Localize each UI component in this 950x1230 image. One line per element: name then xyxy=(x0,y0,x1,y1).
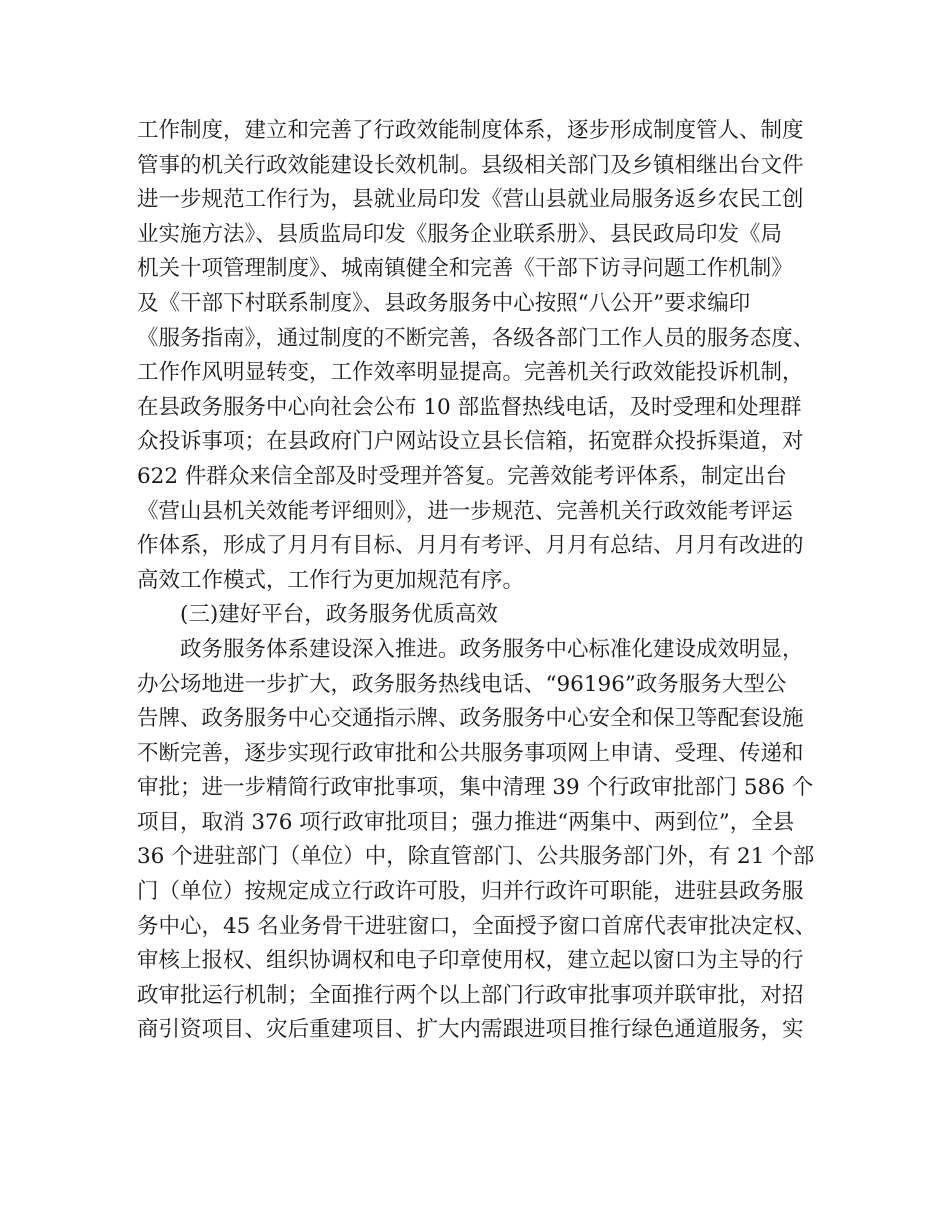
text-line: 项目，取消 376 项行政审批项目；强力推进“两集中、两到位”，全县 xyxy=(137,809,795,835)
text-line: 及《干部下村联系制度》、县政务服务中心按照“八公开”要求编印 xyxy=(137,290,751,316)
text-line: 众投诉事项；在县政府门户网站设立县长信箱，拓宽群众投拆渠道，对 xyxy=(137,429,804,455)
text-line: 工作制度，建立和完善了行政效能制度体系，逐步形成制度管人、制度 xyxy=(137,118,804,143)
section-heading: (三)建好平台，政务服务优质高效 xyxy=(180,602,498,628)
text-line: 业实施方法》、县质监局印发《服务企业联系册》、县民政局印发《局 xyxy=(137,221,783,247)
text-line: 作体系，形成了月月有目标、月月有考评、月月有总结、月月有改进的 xyxy=(137,533,804,559)
text-line: 务中心，45 名业务骨干进驻窗口，全面授予窗口首席代表审批决定权、 xyxy=(137,913,817,939)
text-line: 进一步规范工作行为，县就业局印发《营山县就业局服务返乡农民工创 xyxy=(137,187,804,213)
text-line: 高效工作模式，工作行为更加规范有序。 xyxy=(137,567,525,593)
text-line: 管事的机关行政效能建设长效机制。县级相关部门及乡镇相继出台文件 xyxy=(137,152,804,178)
text-line: 《营山县机关效能考评细则》，进一步规范、完善机关行政效能考评运 xyxy=(137,498,793,524)
text-line: 工作作风明显转变，工作效率明显提高。完善机关行政效能投诉机制， xyxy=(137,360,804,386)
text-line: 门（单位）按规定成立行政许可股，归并行政许可职能，进驻县政务服 xyxy=(137,879,804,905)
text-line: 不断完善，逐步实现行政审批和公共服务事项网上申请、受理、传递和 xyxy=(137,740,804,766)
text-line: 政审批运行机制；全面推行两个以上部门行政审批事项并联审批，对招 xyxy=(137,982,804,1008)
text-line: 在县政务服务中心向社会公布 10 部监督热线电话，及时受理和处理群 xyxy=(137,394,802,420)
text-line: 《服务指南》，通过制度的不断完善，各级各部门工作人员的服务态度、 xyxy=(137,325,815,351)
text-line: 审核上报权、组织协调权和电子印章使用权，建立起以窗口为主导的行 xyxy=(137,948,804,974)
text-line: 36 个进驻部门（单位）中，除直管部门、公共服务部门外，有 21 个部 xyxy=(137,844,815,870)
text-line: 商引资项目、灾后重建项目、扩大内需跟进项目推行绿色通道服务，实 xyxy=(137,1017,804,1043)
body-text xyxy=(137,114,817,1048)
text-line: 机关十项管理制度》、城南镇健全和完善《干部下访寻问题工作机制》 xyxy=(137,256,793,282)
text-line: 告牌、政务服务中心交通指示牌、政务服务中心安全和保卫等配套设施 xyxy=(137,706,804,732)
paragraph-start: 政务服务体系建设深入推进。政务服务中心标准化建设成效明显， xyxy=(180,636,804,662)
text-line: 622 件群众来信全部及时受理并答复。完善效能考评体系，制定出台 xyxy=(137,463,787,489)
text-line: 办公场地进一步扩大，政务服务热线电话、“96196”政务服务大型公 xyxy=(137,671,787,697)
text-line: 审批；进一步精简行政审批事项，集中清理 39 个行政审批部门 586 个 xyxy=(137,775,814,801)
